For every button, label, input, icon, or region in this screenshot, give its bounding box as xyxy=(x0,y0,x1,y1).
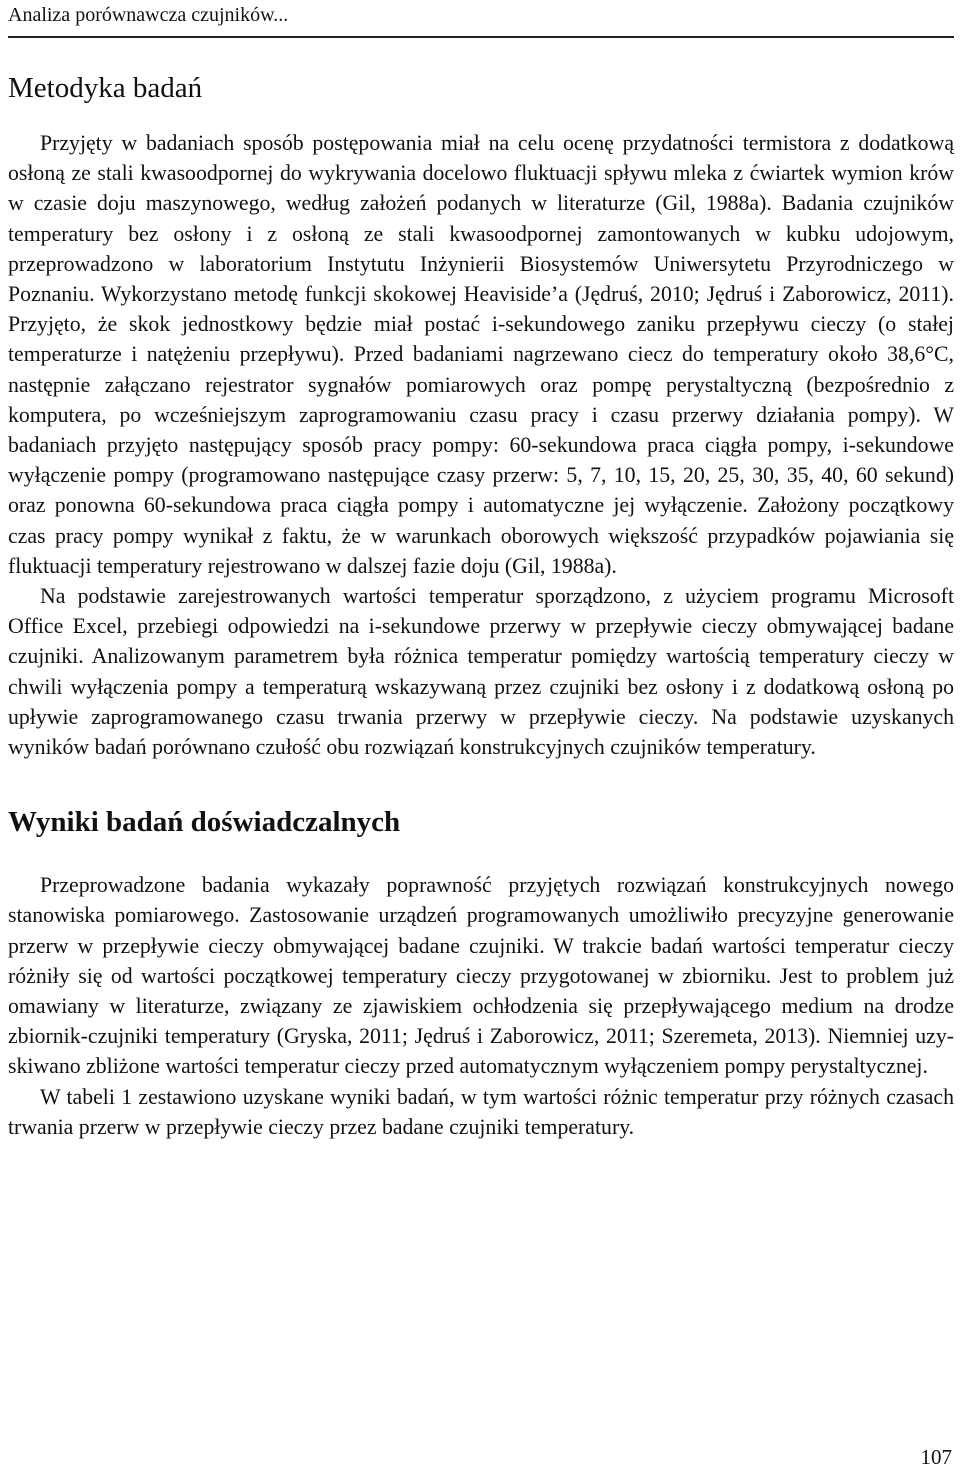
running-header: Analiza porównawcza czujników... xyxy=(8,4,289,26)
section-title-results: Wyniki badań doświadczalnych xyxy=(8,806,401,839)
page-number: 107 xyxy=(920,1445,952,1469)
results-paragraph-1: Przeprowadzone badania wykazały poprawność przyjętych rozwiązań konstrukcyjnych nowego stanowiska pomiarowego. Zastosowanie urządzeń programowanych umożliwiło precyzyjne generowanie przerw w przepływie cieczy obmywającej badane czujniki. W trakcie badań wartości temperatur cieczy różniły się od wartości początkowej temperatury cieczy przygotowanej w zbiorniku. Jest to problem już omawiany w literaturze, związany ze zjawiskiem ochłodzenia się przepływającego medium na drodze zbiornik-czujniki temperatury (Gryska, 2011; Jędruś i Zaborowicz, 2011; Szeremeta, 2013). Niemniej uzyskiwano zbliżone wartości temperatur cieczy przed automatycznym wyłączeniem pompy perystaltycznej. xyxy=(8,873,954,1079)
methodology-paragraph-2: Na podstawie zarejestrowanych wartości temperatur sporządzono, z użyciem programu Microsoft Office Excel, przebiegi odpowiedzi na i-sekundowe przerwy w przepływie cieczy obmywającej badane czujniki. Analizowanym parametrem była różnica temperatur pomiędzy wartością temperatury cieczy w chwili wyłączenia pompy a temperaturą wskazywaną przez czujniki bez osłony i z dodatkową osłoną po upływie zaprogramowanego czasu trwania przerwy w przepływie cieczy. Na podstawie uzyskanych wyników badań porównano czułość obu rozwiązań konstrukcyjnych czujników temperatury. xyxy=(8,584,954,760)
header-rule xyxy=(8,36,954,38)
methodology-paragraph-1: Przyjęty w badaniach sposób postępowania miał na celu ocenę przydatności termistora z dodatkową osłoną ze stali kwasoodpornej do wykrywania docelowo fluktuacji spływu mleka z ćwiartek wymion krów w czasie doju maszynowego, według założeń podanych w literaturze (Gil, 1988a). Badania czujników temperatury bez osłony i z osłoną ze stali kwasoodpornej zamontowanych w kubku udojowym, przeprowadzono w laboratorium Instytutu Inżynierii Biosystemów Uniwersytetu Przyrodniczego w Poznaniu. Wykorzystano metodę funkcji skokowej Heaviside’a (Jędruś, 2010; Jędruś i Zaborowicz, 2011). Przyjęto, że skok jednostkowy będzie miał postać i-sekundowego zaniku przepływu cieczy (o stałej temperaturze i natężeniu przepływu). Przed badaniami nagrzewano ciecz do temperatury około 38,6°C, następnie załączano rejestrator sygnałów pomiarowych oraz pompę perystaltyczną (bezpośrednio z komputera, po wcześniejszym zaprogramowaniu czasu pracy i czasu przerwy działania pompy). W badaniach przyjęto następujący sposób pracy pompy: 60-sekundowa praca ciągła pompy, i-sekundowe wyłączenie pompy (programowano następujące czasy przerw: 5, 7, 10, 15, 20, 25, 30, 35, 40, 60 sekund) oraz ponowna 60-sekundowa praca ciągła pompy i automatyczne jej wyłączenie. Założony początkowy czas pracy pompy wynikał z faktu, że w warunkach oborowych większość przypadków pojawiania się fluktuacji temperatury rejestrowano w dalszej fazie doju (Gil, 1988a). xyxy=(8,131,954,578)
results-paragraph-2: W tabeli 1 zestawiono uzyskane wyniki badań, w tym wartości różnic temperatur przy różnych czasach trwania przerw w przepływie cieczy przez badane czujniki temperatury. xyxy=(8,1084,954,1139)
section-title-methodology: Metodyka badań xyxy=(8,72,203,104)
page-content xyxy=(8,68,954,1142)
